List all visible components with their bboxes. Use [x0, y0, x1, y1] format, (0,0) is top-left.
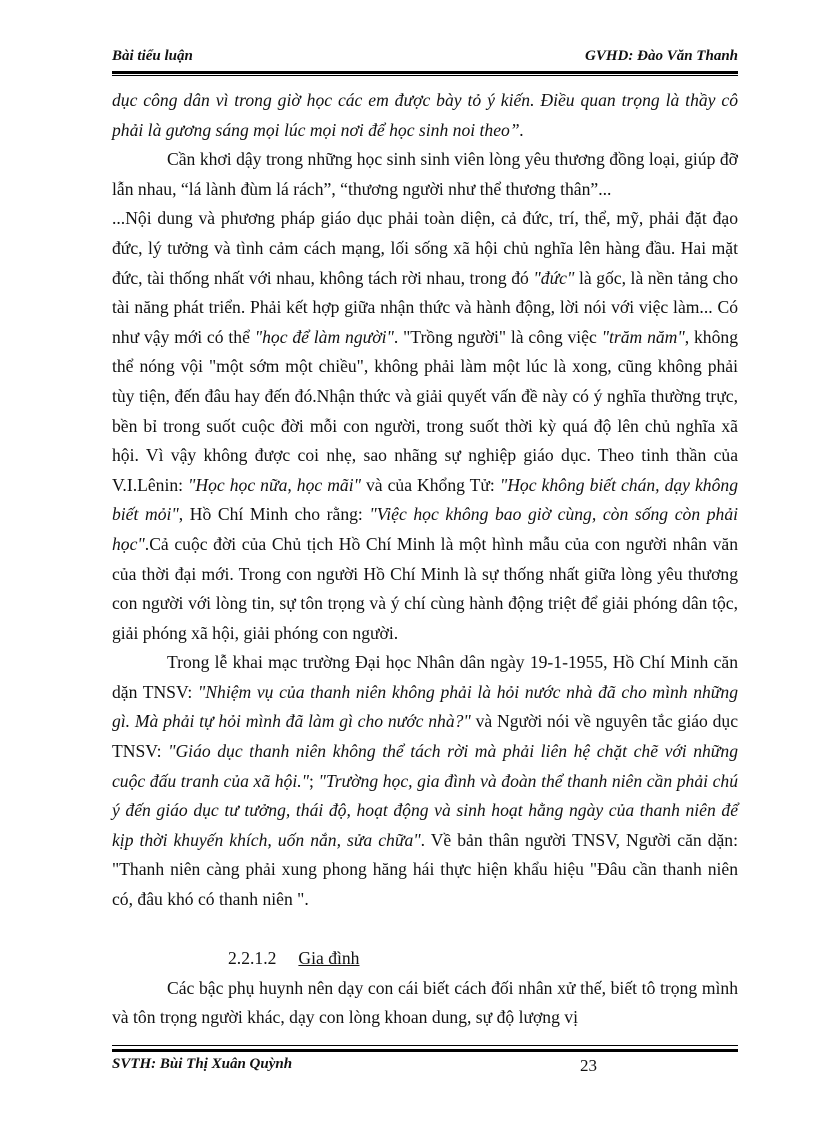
header-doc-type: Bài tiểu luận — [112, 48, 193, 64]
section-heading — [112, 944, 738, 974]
header-advisor: GVHD: Đào Văn Thanh — [585, 48, 738, 64]
section-title: Gia đình — [298, 948, 360, 969]
section-number: 2.2.1.2 — [228, 948, 277, 969]
page-footer — [112, 1056, 738, 1076]
document-body — [112, 86, 738, 1033]
header-rule-thin — [112, 75, 738, 76]
footer-rule — [112, 1049, 738, 1052]
footer-rule-thin — [112, 1045, 738, 1046]
paragraph-1: dục công dân vì trong giờ học các em được bày tỏ ý kiến. Điều quan trọng là thầy cô phải là gương sáng mọi lúc mọi nơi để học sinh noi theo”. — [112, 90, 738, 140]
page-number: 23 — [580, 1056, 597, 1075]
header-rule — [112, 71, 738, 74]
paragraph-3: ...Nội dung và phương pháp giáo dục phải toàn diện, cả đức, trí, thể, mỹ, phải đặt đạo đức, lý tưởng và tình cảm cách mạng, lối sống xã hội chủ nghĩa lên hàng đầu. Hai mặt đức, tài thống nhất với nhau, không tách rời nhau, trong đó "đức" là gốc, là nền tảng cho tài năng phát triển. Phải kết hợp giữa nhận thức và hành động, lời nói với việc làm... Có như vậy mới có thể "học để làm người". "Trồng người" là công việc "trăm năm", không thể nóng vội "một sớm một chiều", không phải làm một lúc là xong, cũng không phải tùy tiện, đến đâu hay đến đó.Nhận thức và giải quyết vấn đề này có ý nghĩa thường trực, bền bỉ trong suốt cuộc đời mỗi con người, trong suốt thời kỳ quá độ lên chủ nghĩa xã hội. Vì vậy không được coi nhẹ, sao nhãng sự nghiệp giáo dục. Theo tinh thần của V.I.Lênin: "Học học nữa, học mãi" và của Khổng Tử: "Học không biết chán, dạy không biết mỏi", Hồ Chí Minh cho rằng: "Việc học không bao giờ cùng, còn sống còn phải học".Cả cuộc đời của Chủ tịch Hồ Chí Minh là một hình mẫu của con người nhân văn của thời đại mới. Trong con người Hồ Chí Minh là sự thống nhất giữa lòng yêu thương con người với lòng tin, sự tôn trọng và ý chí cùng hành động triệt để giải phóng dân tộc, giải phóng xã hội, giải phóng con người. — [112, 208, 739, 643]
page-header — [112, 48, 738, 68]
footer-author: SVTH: Bùi Thị Xuân Quỳnh — [112, 1056, 293, 1072]
paragraph-5: Các bậc phụ huynh nên dạy con cái biết cách đối nhân xử thế, biết tô trọng mình và tôn trọng người khác, dạy con lòng khoan dung, sự độ lượng vị — [112, 977, 738, 1028]
paragraph-2: Cần khơi dậy trong những học sinh sinh viên lòng yêu thương đồng loại, giúp đỡ lẫn nhau, “lá lành đùm lá rách”, “thương người như thể thương thân”... — [112, 149, 738, 199]
paragraph-4: Trong lễ khai mạc trường Đại học Nhân dân ngày 19-1-1955, Hồ Chí Minh căn dặn TNSV: "Nhiệm vụ của thanh niên không phải là hỏi nước nhà đã cho mình những gì. Mà phải tự hỏi mình đã làm gì cho nước nhà?" và Người nói về nguyên tắc giáo dục TNSV: "Giáo dục thanh niên không thể tách rời mà phải liên hệ chặt chẽ với những cuộc đấu tranh của xã hội."; "Trường học, gia đình và đoàn thể thanh niên cần phải chú ý đến giáo dục tư tưởng, thái độ, hoạt động và sinh hoạt hằng ngày của thanh niên để kịp thời khuyến khích, uốn nắn, sửa chữa". Về bản thân người TNSV, Người căn dặn: "Thanh niên càng phải xung phong hăng hái thực hiện khẩu hiệu "Đâu cần thanh niên có, đâu khó có thanh niên ". — [112, 652, 739, 910]
